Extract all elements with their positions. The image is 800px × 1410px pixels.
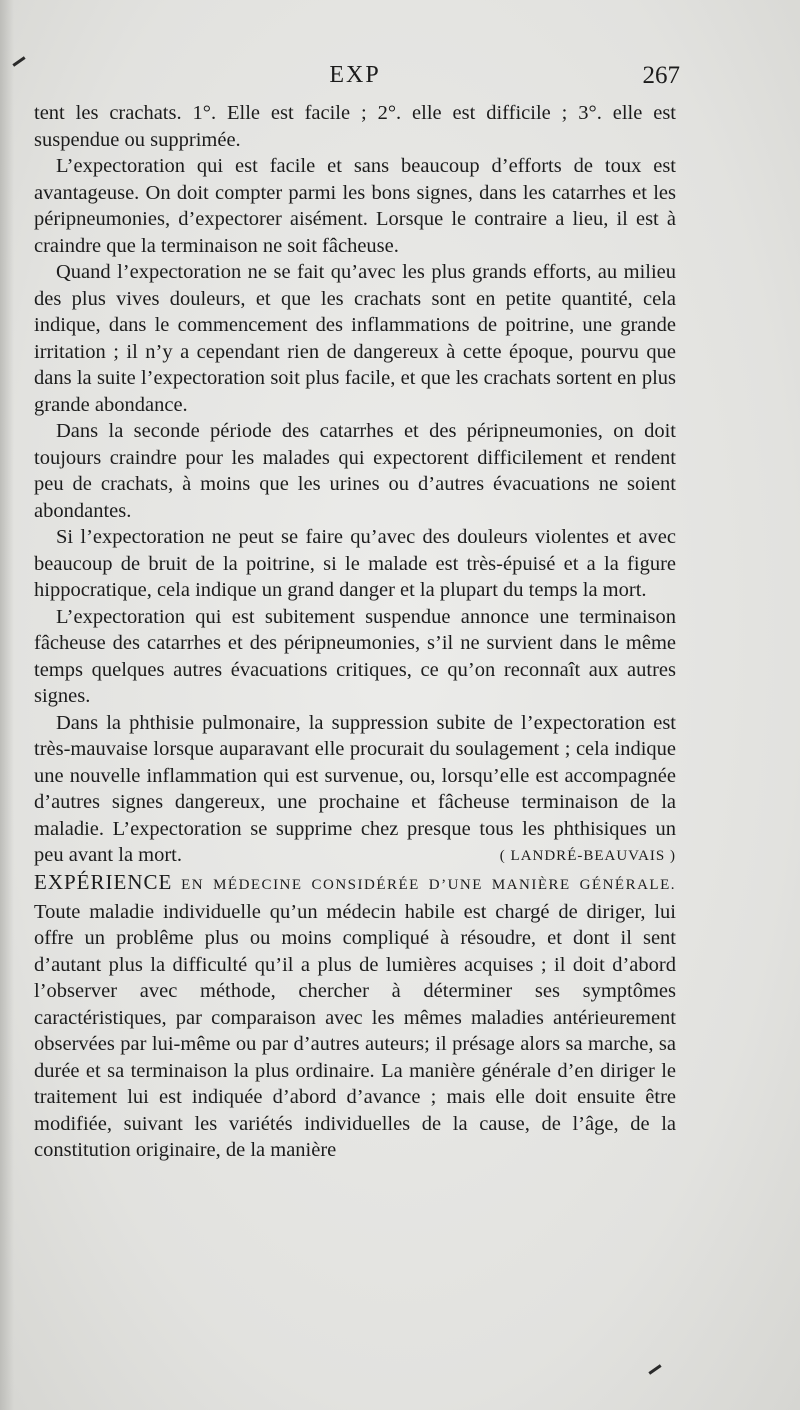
paragraph: Quand l’expectoration ne se fait qu’avec les plus grands efforts, au milieu des plus vives douleurs, et que les crachats sont en petite quantité, cela indique, dans le commencement des inflammations de poitrine, une grande irritation ; il n’y a cependant rien de dangereux à cette époque, pourvu que dans la suite l’expectoration soit plus facile, et que les crachats sortent en plus grande abondance.: [34, 261, 676, 416]
running-head: EXP: [329, 62, 381, 88]
paragraph: L’expectoration qui est subitement suspendue annonce une terminaison fâcheuse des catarrhes et des péripneumonies, s’il ne survient dans le même temps quelques autres évacuations critiques, ce qu’on reconnaît aux autres signes.: [34, 605, 676, 707]
paragraph: L’expectoration qui est facile et sans beaucoup d’efforts de toux est avantageuse. On doit compter parmi les bons signes, dans les catarrhes et les péripneumonies, d’expectorer aisément. Lorsque le contraire a lieu, il est à craindre que la terminaison ne soit fâcheuse.: [34, 155, 676, 257]
paragraph: Si l’expectoration ne peut se faire qu’avec des douleurs violentes et avec beaucoup de bruit de la poitrine, si le malade est très-épuisé et a la figure hippocratique, cela indique un grand danger et la plupart du temps la mort.: [34, 526, 676, 601]
paragraph: Dans la seconde période des catarrhes et des péripneumonies, on doit toujours craindre pour les malades qui expectorent difficilement et rendent peu de crachats, à moins que les urines ou d’autres évacuations ne soient abondantes.: [34, 420, 676, 522]
stray-mark: [648, 1364, 661, 1374]
stray-mark: [12, 56, 25, 66]
author-attribution: ( LANDRÉ-BEAUVAIS ): [499, 847, 676, 864]
page-gutter-shadow: [0, 0, 14, 1410]
entry-paragraph: [34, 869, 676, 1164]
page-header: [30, 62, 680, 102]
page-number: 267: [642, 62, 680, 89]
entry-title: EXPÉRIENCE: [34, 870, 173, 894]
paragraph: tent les crachats. 1°. Elle est facile ; 2°. elle est difficile ; 3°. elle est suspendue ou supprimée.: [34, 102, 676, 151]
entry-subtitle: EN MÉDECINE CONSIDÉRÉE D’UNE MANIÈRE GÉNÉRALE.: [181, 877, 676, 893]
paragraph-text: Dans la phthisie pulmonaire, la suppression subite de l’expectoration est très-mauvaise lorsque auparavant elle procurait du soulagement ; cela indique une nouvelle inflammation qui est survenue, ou, lorsqu’elle est accompagnée d’autres signes dangereux, une prochaine et fâcheuse terminaison de la maladie. L’expectoration se supprime chez presque tous les phthisiques un peu avant la mort.: [34, 711, 676, 866]
body-text: [34, 100, 676, 1164]
entry-text: Toute maladie individuelle qu’un médecin habile est chargé de diriger, lui offre un problême plus ou moins compliqué à résoudre, et dont il sent d’autant plus la difficulté qu’il a plus de lumières acquises ; il doit d’abord l’observer avec méthode, chercher à déterminer ses symptômes caractéristiques, par comparaison avec les mêmes maladies antérieurement observées par lui-même ou par d’autres auteurs; il présage alors sa marche, sa durée et sa terminaison la plus ordinaire. La manière générale d’en diriger le traitement lui est indiquée d’abord d’avance ; mais elle doit ensuite être modifiée, suivant les variétés individuelles de la cause, de l’âge, de la constitution originaire, de la manière: [34, 900, 676, 1161]
